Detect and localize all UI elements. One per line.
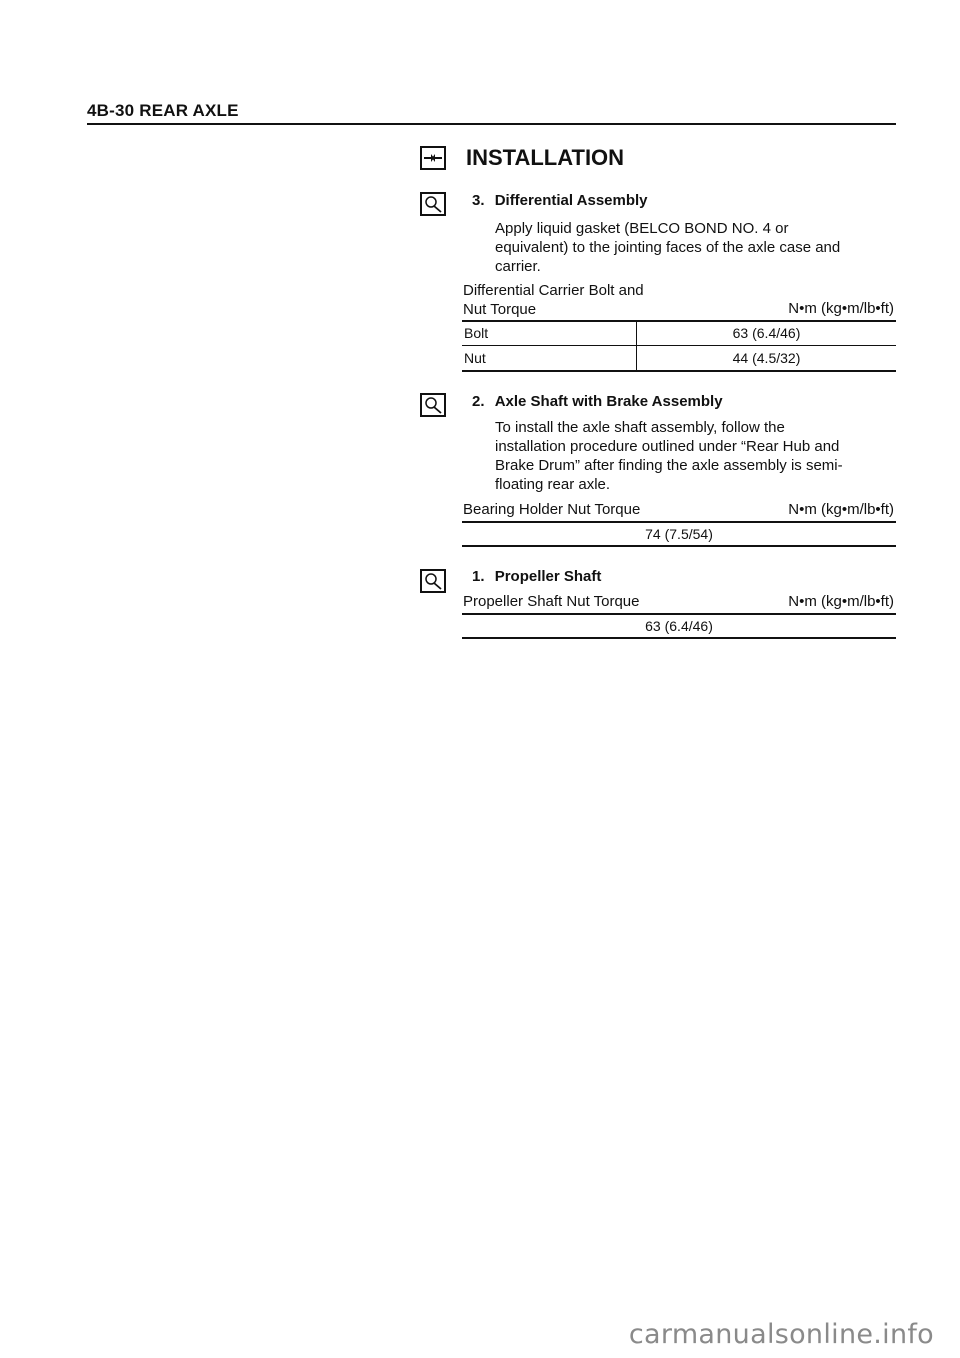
- torque-unit: N•m (kg•m/lb•ft): [788, 300, 894, 317]
- torque-label: [463, 281, 644, 319]
- torque-value: 63 (6.4/46): [645, 618, 713, 634]
- step-2-title: [472, 393, 723, 410]
- inspect-icon: [420, 192, 446, 216]
- installation-title: INSTALLATION: [466, 145, 625, 170]
- table-rule-bottom: [462, 637, 896, 639]
- step-title-text: Differential Assembly: [494, 192, 648, 209]
- table-rule-top: [462, 320, 896, 322]
- table-rule-top: [462, 613, 896, 615]
- table-cell-name: Nut: [464, 350, 486, 366]
- step-title-text: Propeller Shaft: [494, 568, 602, 585]
- torque-unit: N•m (kg•m/lb•ft): [788, 501, 894, 518]
- text-line: Brake Drum” after finding the axle assembly is semi-: [495, 457, 843, 474]
- table-cell-name: Bolt: [464, 325, 489, 341]
- step-number: 3.: [472, 192, 485, 209]
- torque-label: Propeller Shaft Nut Torque: [463, 593, 640, 610]
- text-line: carrier.: [495, 258, 541, 275]
- table-cell-value: 63 (6.4/46): [732, 325, 801, 341]
- torque-label: Bearing Holder Nut Torque: [463, 501, 641, 518]
- step-number: 2.: [472, 393, 485, 410]
- step-2-instructions: [495, 418, 895, 494]
- inspect-icon: [420, 569, 446, 593]
- text-line: Apply liquid gasket (BELCO BOND NO. 4 or: [495, 220, 789, 237]
- torque-value: 74 (7.5/54): [645, 526, 713, 542]
- step-3-instructions: [495, 219, 895, 276]
- installation-icon: [420, 146, 446, 170]
- step-number: 1.: [472, 568, 485, 585]
- torque-label-line: Differential Carrier Bolt and: [463, 282, 644, 299]
- inspect-icon: [420, 393, 446, 417]
- step-1-title: [472, 568, 601, 585]
- text-line: equivalent) to the jointing faces of the axle case and: [495, 239, 841, 256]
- table-rule-bottom: [462, 545, 896, 547]
- text-line: installation procedure outlined under “Rear Hub and: [495, 438, 840, 455]
- header-rule: [87, 123, 896, 125]
- site-watermark: carmanualsonline.info: [628, 1319, 934, 1350]
- page-header-title: 4B-30 REAR AXLE: [87, 101, 239, 120]
- table-column-divider: [636, 320, 637, 371]
- torque-unit: N•m (kg•m/lb•ft): [788, 593, 894, 610]
- text-line: To install the axle shaft assembly, follow the: [495, 419, 785, 436]
- table-cell-value: 44 (4.5/32): [732, 350, 801, 366]
- text-line: floating rear axle.: [495, 476, 611, 493]
- step-title-text: Axle Shaft with Brake Assembly: [494, 393, 723, 410]
- torque-label-line: Nut Torque: [463, 301, 537, 318]
- table-rule-bottom: [462, 370, 896, 372]
- step-3-title: [472, 192, 648, 209]
- table-rule-top: [462, 521, 896, 523]
- table-rule-mid: [462, 345, 896, 346]
